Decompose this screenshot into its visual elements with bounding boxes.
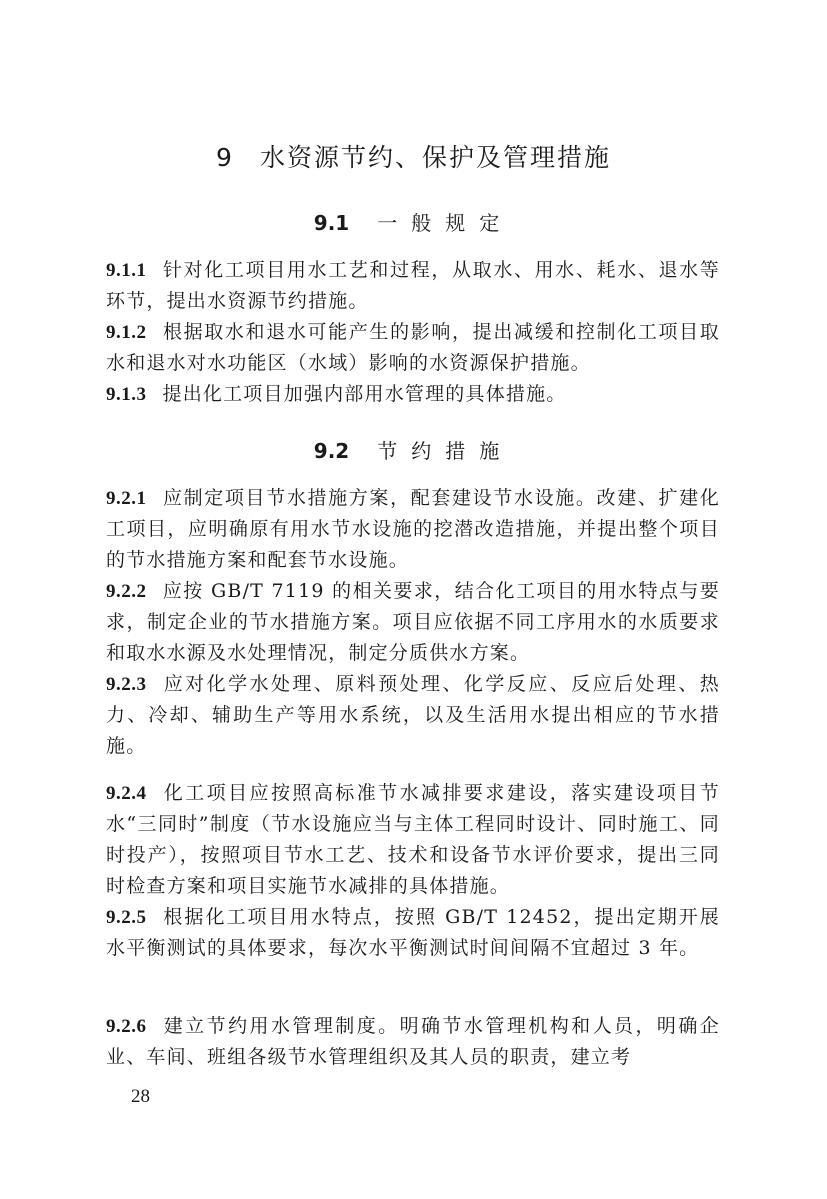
clause-number: 9.2.2 — [106, 581, 147, 602]
clause-text: 应按 GB/T 7119 的相关要求，结合化工项目的用水特点与要求，制定企业的节水措施方案。项目应依据不同工序用水的水质要求和取水水源及水处理情况，制定分质供水方案。 — [106, 580, 720, 664]
clause-text: 化工项目应按照高标准节水减排要求建设，落实建设项目节水“三同时”制度（节水设施应当与主体工程同时设计、同时施工、同时投产），按照项目节水工艺、技术和设备节水评价要求，提出三同时检查方案和项目实施节水减排的具体措施。 — [106, 782, 720, 897]
clause-number: 9.2.3 — [106, 674, 147, 695]
clause-text: 根据化工项目用水特点，按照 GB/T 12452，提出定期开展水平衡测试的具体要求，每次水平衡测试时间间隔不宜超过 3 年。 — [106, 906, 720, 959]
clause-9-2-3 — [106, 669, 720, 762]
clause-text: 建立节约用水管理制度。明确节水管理机构和人员，明确企业、车间、班组各级节水管理组织及其人员的职责，建立考 — [106, 1015, 720, 1068]
clause-number: 9.1.1 — [106, 260, 147, 281]
section-title-9-2 — [0, 435, 827, 464]
clause-9-2-2 — [106, 576, 720, 669]
clause-text: 根据取水和退水可能产生的影响，提出减缓和控制化工项目取水和退水对水功能区（水域）影响的水资源保护措施。 — [106, 321, 720, 374]
chapter-number: 9 — [216, 143, 234, 172]
clause-text: 针对化工项目用水工艺和过程，从取水、用水、耗水、退水等环节，提出水资源节约措施。 — [106, 259, 720, 312]
clause-text: 应制定项目节水措施方案，配套建设节水设施。改建、扩建化工项目，应明确原有用水节水设施的挖潜改造措施，并提出整个项目的节水措施方案和配套节水设施。 — [106, 487, 720, 571]
chapter-title — [0, 138, 827, 174]
section-title-text: 一般规定 — [377, 211, 514, 235]
clause-number: 9.2.4 — [106, 783, 147, 804]
clause-9-2-4 — [106, 778, 720, 902]
clause-9-1-1 — [106, 255, 720, 317]
section-title-text: 节约措施 — [377, 439, 514, 463]
section-number: 9.1 — [313, 211, 350, 235]
clause-9-1-3 — [106, 379, 720, 410]
chapter-title-text: 水资源节约、保护及管理措施 — [259, 143, 611, 172]
clause-number: 9.2.6 — [106, 1016, 147, 1037]
clause-number: 9.2.1 — [106, 488, 147, 509]
clause-number: 9.1.2 — [106, 322, 147, 343]
clause-number: 9.1.3 — [106, 384, 147, 405]
clause-9-2-6 — [106, 1011, 720, 1073]
section-title-9-1 — [0, 207, 827, 236]
clause-9-1-2 — [106, 317, 720, 379]
clause-text: 应对化学水处理、原料预处理、化学反应、反应后处理、热力、冷却、辅助生产等用水系统，以及生活用水提出相应的节水措施。 — [106, 673, 720, 757]
section-number: 9.2 — [313, 439, 350, 463]
clause-9-2-1 — [106, 483, 720, 576]
clause-number: 9.2.5 — [106, 907, 147, 928]
page-number: 28 — [131, 1086, 150, 1107]
clause-9-2-5 — [106, 902, 720, 964]
clause-text: 提出化工项目加强内部用水管理的具体措施。 — [162, 383, 567, 405]
